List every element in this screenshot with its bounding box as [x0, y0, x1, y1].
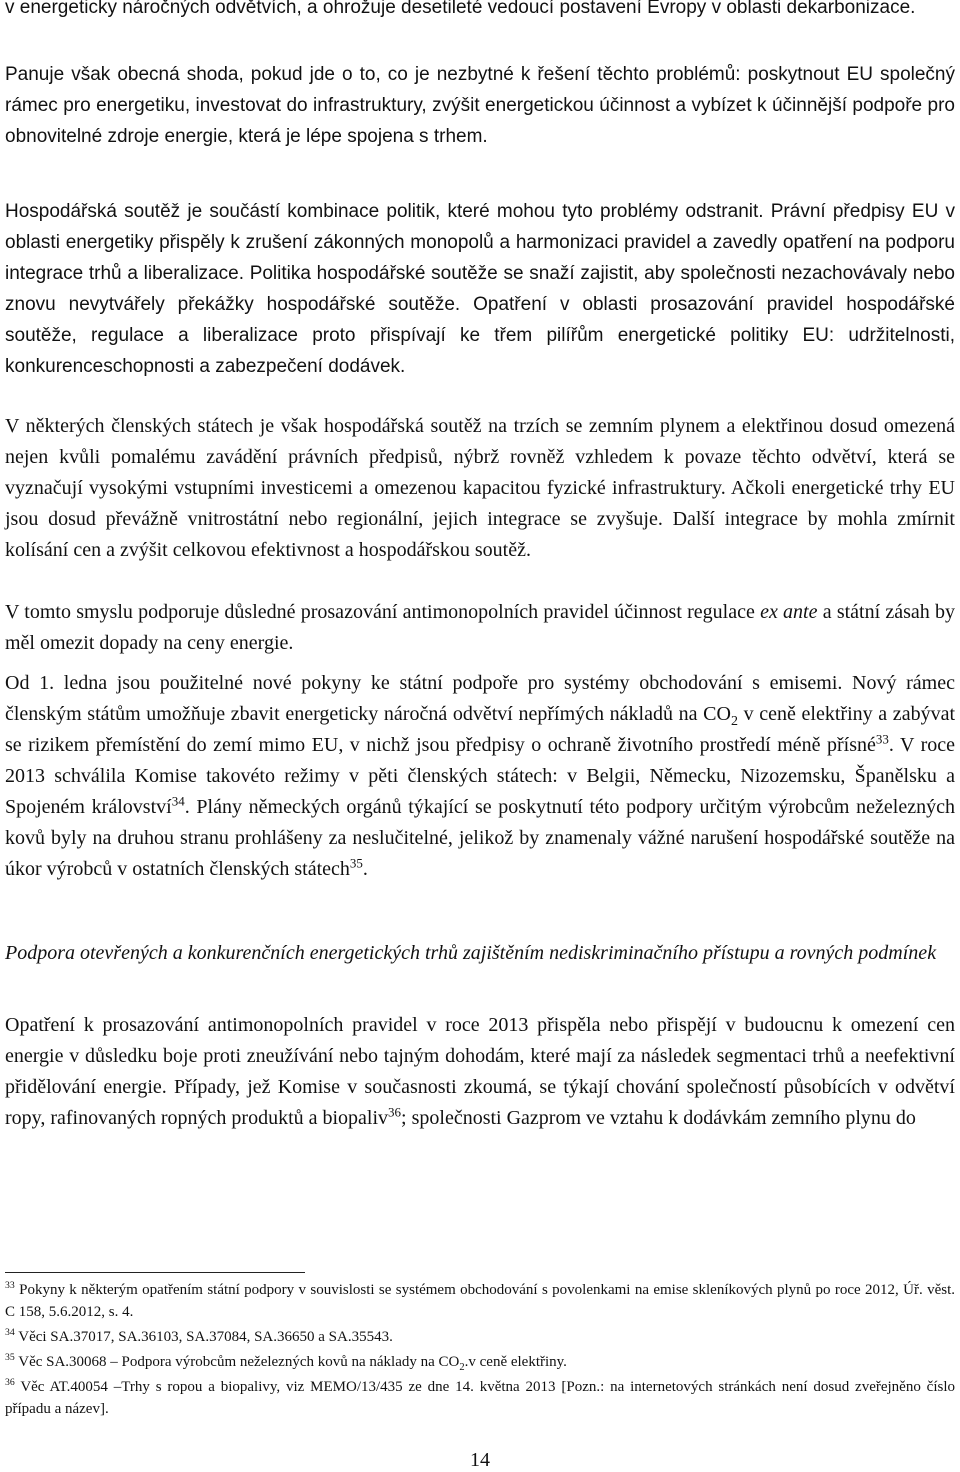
footnote-35 [5, 1351, 955, 1373]
section-heading: Podpora otevřených a konkurenčních energetických trhů zajištěním nediskriminačního přístupu a rovných podmínek [5, 942, 937, 964]
co2-subscript: 2 [730, 714, 738, 729]
footnote-separator [5, 1272, 305, 1273]
p6-part2: ; společnosti Gazprom ve vztahu k dodávkám zemního plynu do [401, 1107, 916, 1129]
footnote-text: Věc AT.40054 –Trhy s ropou a biopalivy, viz MEMO/13/435 ze dne 14. května 2013 [Pozn.: na internetových stránkách není dosud zveřejněno číslo případu a název]. [5, 1379, 955, 1417]
footnote-text: Věci SA.37017, SA.36103, SA.37084, SA.36650 a SA.35543. [18, 1329, 393, 1345]
footnote-number: 34 [5, 1327, 15, 1338]
paragraph-common-framework: Panuje však obecná shoda, pokud jde o to, co je nezbytné k řešení těchto problémů: poskytnout EU společný rámec pro energetiku, investovat do infrastruktury, zvýšit energetickou účinnost a vybízet k účinnější podpoře pro obnovitelné zdroje energie, která je lépe spojena s trhem. [5, 64, 955, 147]
paragraph-antitrust-cases [5, 1010, 955, 1134]
footnote-ref-36[interactable]: 36 [388, 1104, 402, 1120]
footnote-text-end: .v ceně elektřiny. [464, 1354, 567, 1370]
co2-subscript: 2 [459, 1362, 465, 1373]
paragraph-member-states: V některých členských státech je však hospodářská soutěž na trzích se zemním plynem a elektřinou dosud omezená nejen kvůli pomalému zavádění právních předpisů, nýbrž rovněž vzhledem k povaze těchto odvětví, která se vyznačují vysokými vstupními investicemi a omezenou kapacitou fyzické infrastruktury. Ačkoli energetické trhy EU jsou dosud převážně vnitrostátní nebo regionální, jejich integrace se zvyšuje. Další integrace by mohla zmírnit kolísání cen a zvýšit celkovou efektivnost a hospodářskou soutěž. [5, 415, 955, 561]
footnote-34 [5, 1326, 955, 1348]
p4-before: V tomto smyslu podporuje důsledné prosazování antimonopolních pravidel účinnost regulace [5, 601, 755, 623]
p4-italic-term: ex ante [760, 601, 818, 623]
p6-part1: Opatření k prosazování antimonopolních pravidel v roce 2013 přispěla nebo přispějí v budoucnu k omezení cen energie v důsledku boje proti zneužívání nebo tajným dohodám, které mají za následek segmentaci trhů a neefektivní přidělování energie. Případy, jež Komise v současnosti zkoumá, se týkají chování společností působících v odvětví ropy, rafinovaných ropných produktů a biopaliv [5, 1014, 955, 1129]
footnote-ref-34[interactable]: 34 [171, 793, 185, 809]
footnote-text: Věc SA.30068 – Podpora výrobcům neželezných kovů na náklady na CO [18, 1354, 460, 1370]
p5-part2: v ceně elektřiny a zabývat se rizikem přemístění do zemí mimo EU, v nichž jsou předpisy o ochraně životního prostředí méně přísné [5, 703, 955, 756]
footnote-number: 33 [5, 1280, 15, 1291]
page-number: 14 [470, 1449, 490, 1471]
p5-part4: . Plány německých orgánů týkající se poskytnutí této podpory určitým výrobcům neželezných kovů byly na druhou stranu prohlášeny za neslučitelné, jelikož by znamenaly vážné narušení hospodářské soutěže na úkor výrobců v ostatních členských státech [5, 796, 955, 880]
paragraph-competition-policy: Hospodářská soutěž je součástí kombinace politik, které mohou tyto problémy odstranit. Právní předpisy EU v oblasti energetiky přispěly k zrušení zákonných monopolů a harmonizaci pravidel a zavedly opatření na podporu integrace trhů a liberalizace. Politika hospodářské soutěže se snaží zajistit, aby společnosti nezachovávaly nebo znovu nevytvářely překážky hospodářské soutěže. Opatření v oblasti prosazování pravidel hospodářské soutěže, regulace a liberalizace proto přispívají ke třem pilířům energetické politiky EU: udržitelnosti, konkurenceschopnosti a zabezpečení dodávek. [5, 201, 955, 377]
paragraph-ets-guidelines [5, 668, 955, 885]
footnote-text: Pokyny k některým opatřením státní podpory v souvislosti se systémem obchodování s povolenkami na emise skleníkových plynů po roce 2012, Úř. věst. C 158, 5.6.2012, s. 4. [5, 1282, 956, 1320]
footnote-ref-33[interactable]: 33 [875, 731, 889, 747]
p5-part1: Od 1. ledna jsou použitelné nové pokyny ke státní podpoře pro systémy obchodování s emisemi. Nový rámec členským státům umožňuje zbavit energeticky náročná odvětví nepřímých nákladů na CO [5, 672, 955, 725]
footnote-ref-35[interactable]: 35 [349, 855, 363, 871]
p5-part3: . V roce 2013 schválila Komise takovéto režimy v pěti členských státech: v Belgii, Německu, Nizozemsku, Španělsku a Spojeném království [5, 734, 955, 818]
footnote-36 [5, 1376, 955, 1420]
footnote-33 [5, 1279, 955, 1323]
paragraph-antitrust-enforcement [5, 597, 955, 659]
paragraph-fragment: v energeticky náročných odvětvích, a ohrožuje desetileté vedoucí postavení Evropy v oblasti dekarbonizace. [5, 0, 916, 18]
p4-after: a státní zásah by měl omezit dopady na ceny energie. [5, 601, 956, 654]
footnote-number: 35 [5, 1352, 15, 1363]
p5-part5: . [362, 858, 368, 880]
footnote-number: 36 [5, 1377, 15, 1388]
